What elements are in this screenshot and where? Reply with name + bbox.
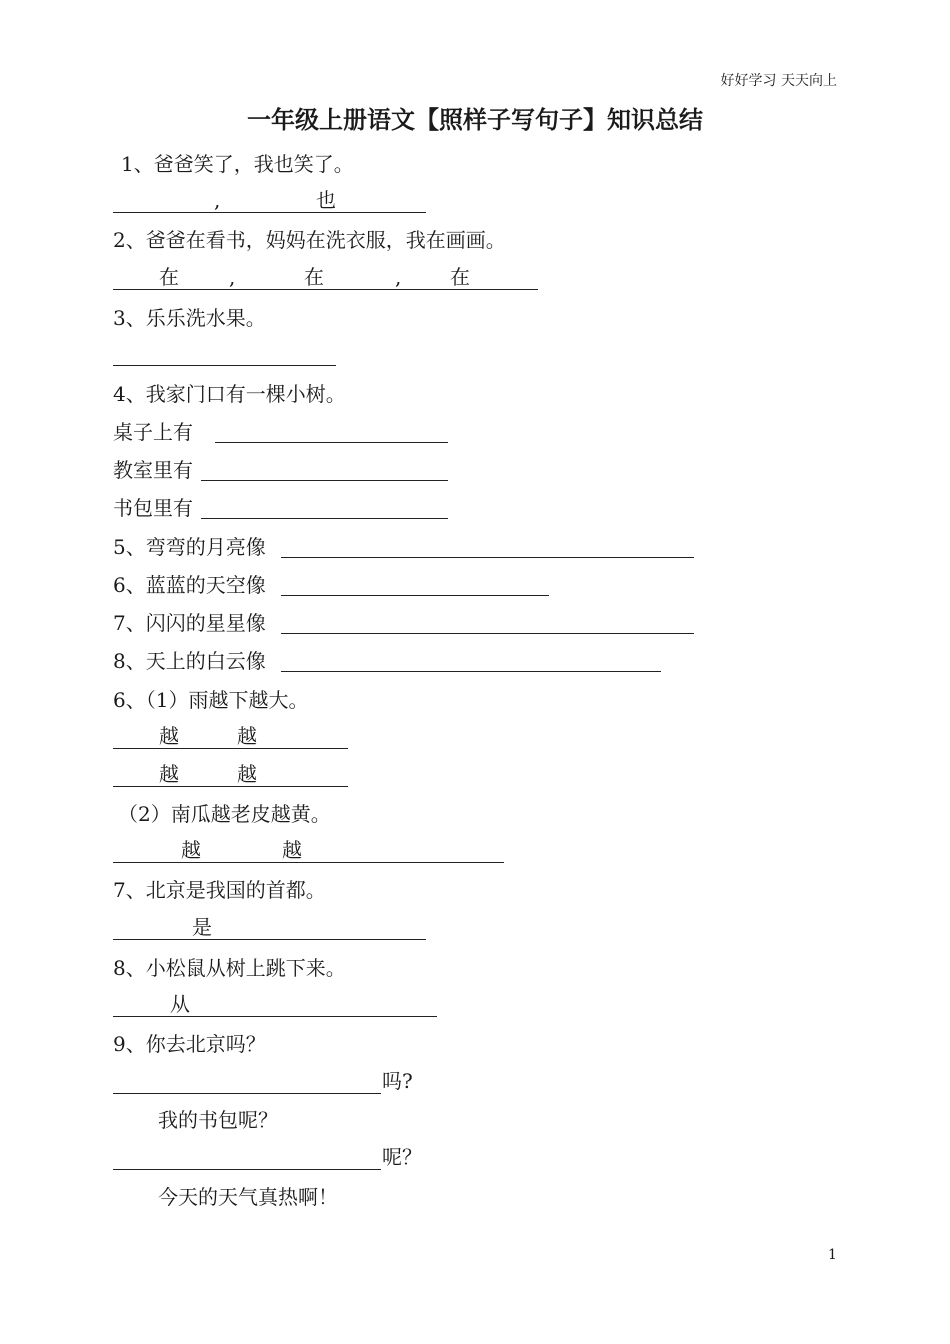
q4-prompt-desk: 桌子上有 — [113, 420, 193, 444]
q7-blank-word-shi: 是 — [192, 915, 212, 939]
q6-sentence-2: （2）南瓜越老皮越黄。 — [118, 802, 331, 826]
page-number: 1 — [828, 1247, 837, 1263]
q4-sentence: 4、我家门口有一棵小树。 — [113, 382, 346, 406]
q6-blank-word-yue-1b: 越 — [237, 724, 257, 748]
page-title: 一年级上册语文【照样子写句子】知识总结 — [247, 106, 703, 134]
q7-answer-line[interactable] — [113, 939, 426, 940]
q9-answer-line-2[interactable] — [113, 1169, 381, 1170]
q2-blank-word-comma-1: , — [229, 265, 236, 289]
q9-suffix-ne: 呢？ — [382, 1145, 422, 1169]
q8-sentence: 8、小松鼠从树上跳下来。 — [113, 956, 346, 980]
q4-answer-line-classroom[interactable] — [201, 480, 448, 481]
q1-sentence: 1、爸爸笑了，我也笑了。 — [121, 152, 354, 176]
q9-answer-line-1[interactable] — [113, 1093, 381, 1094]
q2-answer-line[interactable] — [113, 289, 538, 290]
q7-sentence: 7、北京是我国的首都。 — [113, 878, 326, 902]
q8a-sentence: 8、天上的白云像 — [113, 649, 266, 673]
q3-sentence: 3、乐乐洗水果。 — [113, 306, 266, 330]
q5-answer-line[interactable] — [281, 557, 694, 558]
q6-blank-word-yue-2a: 越 — [159, 762, 179, 786]
q2-blank-word-zai-2: 在 — [304, 265, 324, 289]
q7a-answer-line[interactable] — [281, 633, 694, 634]
q6-answer-line-3[interactable] — [113, 862, 504, 863]
q9-suffix-ma: 吗? — [382, 1069, 413, 1093]
q4-answer-line-schoolbag[interactable] — [201, 518, 448, 519]
q2-blank-word-zai-1: 在 — [159, 265, 179, 289]
q9-sentence: 9、你去北京吗？ — [113, 1032, 266, 1056]
q9-example-3: 今天的天气真热啊！ — [158, 1185, 338, 1209]
q4-answer-line-desk[interactable] — [215, 442, 448, 443]
q6-blank-word-yue-3a: 越 — [181, 838, 201, 862]
q7a-sentence: 7、闪闪的星星像 — [113, 611, 266, 635]
q9-example-2: 我的书包呢？ — [158, 1108, 278, 1132]
q4-prompt-classroom: 教室里有 — [113, 458, 193, 482]
q6-answer-line-1[interactable] — [113, 748, 348, 749]
q3-answer-line[interactable] — [113, 365, 336, 366]
q8-blank-word-cong: 从 — [170, 992, 190, 1016]
q2-blank-word-zai-3: 在 — [450, 265, 470, 289]
q1-blank-word-comma: , — [214, 188, 221, 212]
q6-answer-line-2[interactable] — [113, 786, 348, 787]
page-header-motto: 好好学习 天天向上 — [720, 73, 837, 89]
q6-blank-word-yue-2b: 越 — [237, 762, 257, 786]
q2-blank-word-comma-2: , — [395, 265, 402, 289]
q8a-answer-line[interactable] — [281, 671, 661, 672]
q2-sentence: 2、爸爸在看书，妈妈在洗衣服，我在画画。 — [113, 228, 506, 252]
q6a-sentence: 6、蓝蓝的天空像 — [113, 573, 266, 597]
q6-blank-word-yue-3b: 越 — [282, 838, 302, 862]
q6-sentence-1: 6、（1）雨越下越大。 — [113, 688, 309, 712]
q1-answer-line[interactable] — [113, 212, 426, 213]
q1-blank-word-ye: 也 — [316, 188, 336, 212]
q8-answer-line[interactable] — [113, 1016, 437, 1017]
q4-prompt-schoolbag: 书包里有 — [113, 496, 193, 520]
q6-blank-word-yue-1a: 越 — [159, 724, 179, 748]
q6a-answer-line[interactable] — [281, 595, 549, 596]
q5-sentence: 5、弯弯的月亮像 — [113, 535, 266, 559]
